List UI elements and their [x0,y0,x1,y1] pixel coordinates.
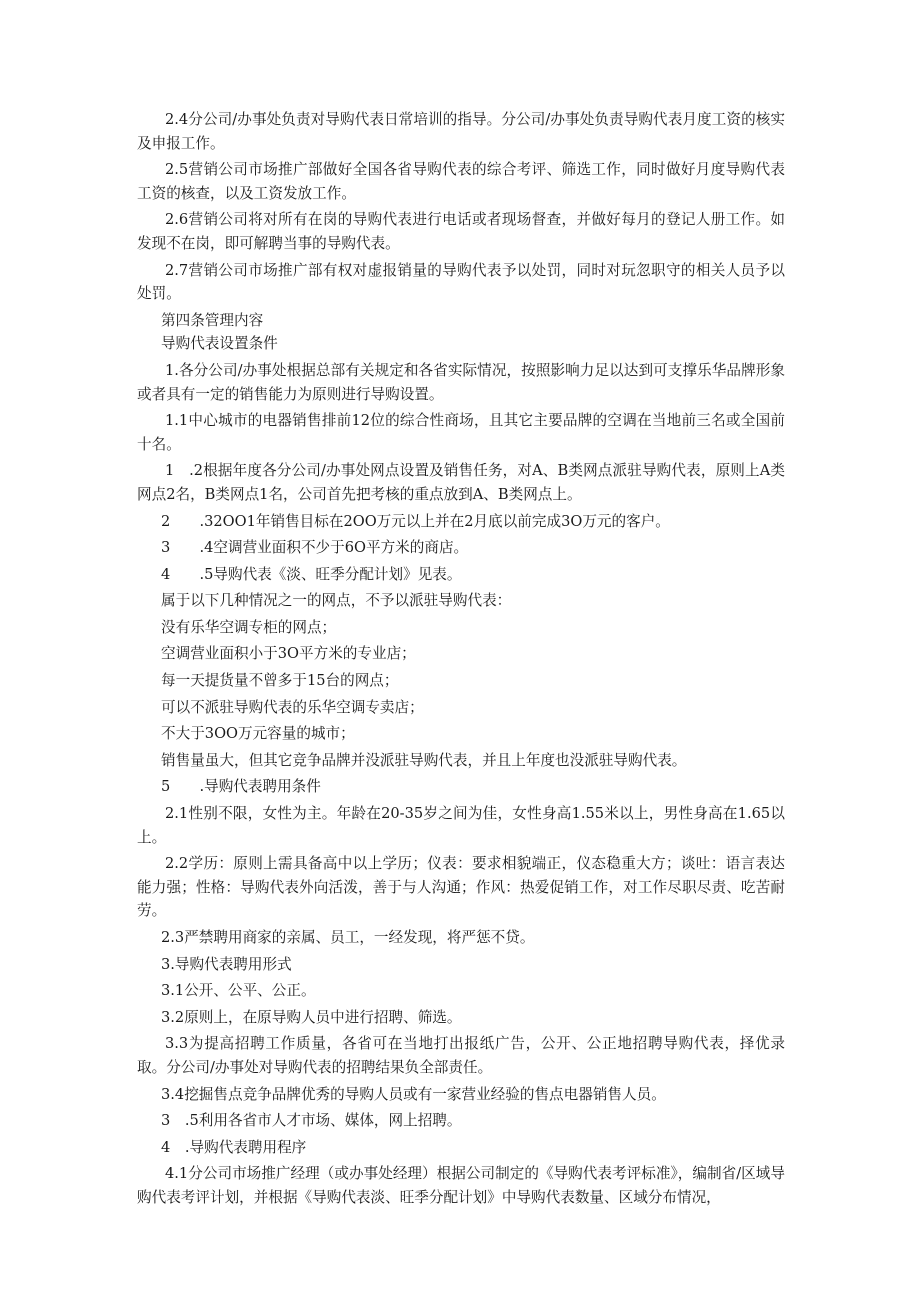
subheading-hiring-procedure: 4 .导购代表聘用程序 [161,1138,307,1156]
paragraph-2-4: 2.4分公司/办事处负责对导购代表日常培训的指导。分公司/办事处负责导购代表月度工资的核实及申报工作。 [137,111,785,152]
subheading-setup-conditions: 导购代表设置条件 [161,335,278,353]
subheading-hiring-conditions: 5 .导购代表聘用条件 [161,778,321,796]
paragraph-4-5: 4 .5导购代表《淡、旺季分配计划》见表。 [161,565,462,583]
paragraph-3-3: 3.3为提高招聘工作质量，各省可在当地打出报纸广告，公开、公正地招聘导购代表，择优录取。分公司/办事处对导购代表的招聘结果负全部责任。 [137,1035,785,1076]
paragraph-2-6: 2.6营销公司将对所有在岗的导购代表进行电话或者现场督查，并做好每月的登记人册工作。如发现不在岗，即可解聘当事的导购代表。 [137,211,785,252]
paragraph-2-7: 2.7营销公司市场推广部有权对虚报销量的导购代表予以处罚，同时对玩忽职守的相关人员予以处罚。 [137,261,785,303]
paragraph-3-5: 3 .5利用各省市人才市场、媒体，网上招聘。 [161,1112,462,1130]
paragraph-1: 1.各分公司/办事处根据总部有关规定和各省实际情况，按照影响力足以达到可支撑乐华品牌形象或者具有一定的销售能力为原则进行导购设置。 [137,361,785,403]
paragraph-1-2: 1 .2根据年度各分公司/办事处网点设置及销售任务，对A、B类网点派驻导购代表，原则上A类网点2名，B类网点1名，公司首先把考核的重点放到A、B类网点上。 [137,462,785,503]
exclusion-intro: 属于以下几种情况之一的网点，不予以派驻导购代表： [161,592,512,610]
exclusion-item: 空调营业面积小于3O平方米的专业店； [161,645,416,663]
paragraph-2-1: 2.1性别不限，女性为主。年龄在20-35岁之间为佳，女性身高1.55米以上，男性身高在1.65以上。 [137,805,785,846]
paragraph-2-3: 2 .32OO1年销售目标在2OO万元以上并在2月底以前完成3O万元的客户。 [161,512,670,530]
paragraph-1-1: 1.1中心城市的电器销售排前12位的综合性商场，且其它主要品牌的空调在当地前三名或全国前十名。 [137,412,785,453]
paragraph-2-2: 2.2学历：原则上需具备高中以上学历；仪表：要求相貌端正，仪态稳重大方；谈吐：语言表达能力强；性格：导购代表外向活泼，善于与人沟通；作风：热爱促销工作，对工作尽职尽责、吃苦耐劳。 [137,855,785,920]
paragraph-3-2: 3.2原则上，在原导购人员中进行招聘、筛选。 [161,1008,462,1026]
section-heading-article-4: 第四条管理内容 [161,311,264,329]
paragraph-3-4-dig: 3.4挖掘售点竞争品牌优秀的导购人员或有一家营业经验的售点电器销售人员。 [161,1085,666,1103]
paragraph-3-4: 3 .4空调营业面积不少于6O平方米的商店。 [161,539,469,557]
paragraph-3-1: 3.1公开、公平、公正。 [161,982,316,1000]
paragraph-2-3-strict: 2.3严禁聘用商家的亲属、员工，一经发现，将严惩不贷。 [161,929,535,946]
exclusion-item: 不大于3OO万元容量的城市； [161,725,355,743]
exclusion-item: 没有乐华空调专柜的网点； [161,618,337,636]
document-page [137,108,785,1210]
paragraph-2-5: 2.5营销公司市场推广部做好全国各省导购代表的综合考评、筛选工作，同时做好月度导购代表工资的核查，以及工资发放工作。 [137,161,785,202]
subheading-hiring-form: 3.导购代表聘用形式 [161,955,292,973]
paragraph-4-1: 4.1分公司市场推广经理（或办事处经理）根据公司制定的《导购代表考评标准》，编制省/区域导购代表考评计划，并根据《导购代表淡、旺季分配计划》中导购代表数量、区域分布情况， [137,1165,785,1206]
exclusion-item: 可以不派驻导购代表的乐华空调专卖店； [161,698,424,716]
exclusion-item: 销售量虽大，但其它竞争品牌并没派驻导购代表，并且上年度也没派驻导购代表。 [161,751,687,769]
exclusion-item: 每一天提货量不曾多于15台的网点； [161,672,399,690]
